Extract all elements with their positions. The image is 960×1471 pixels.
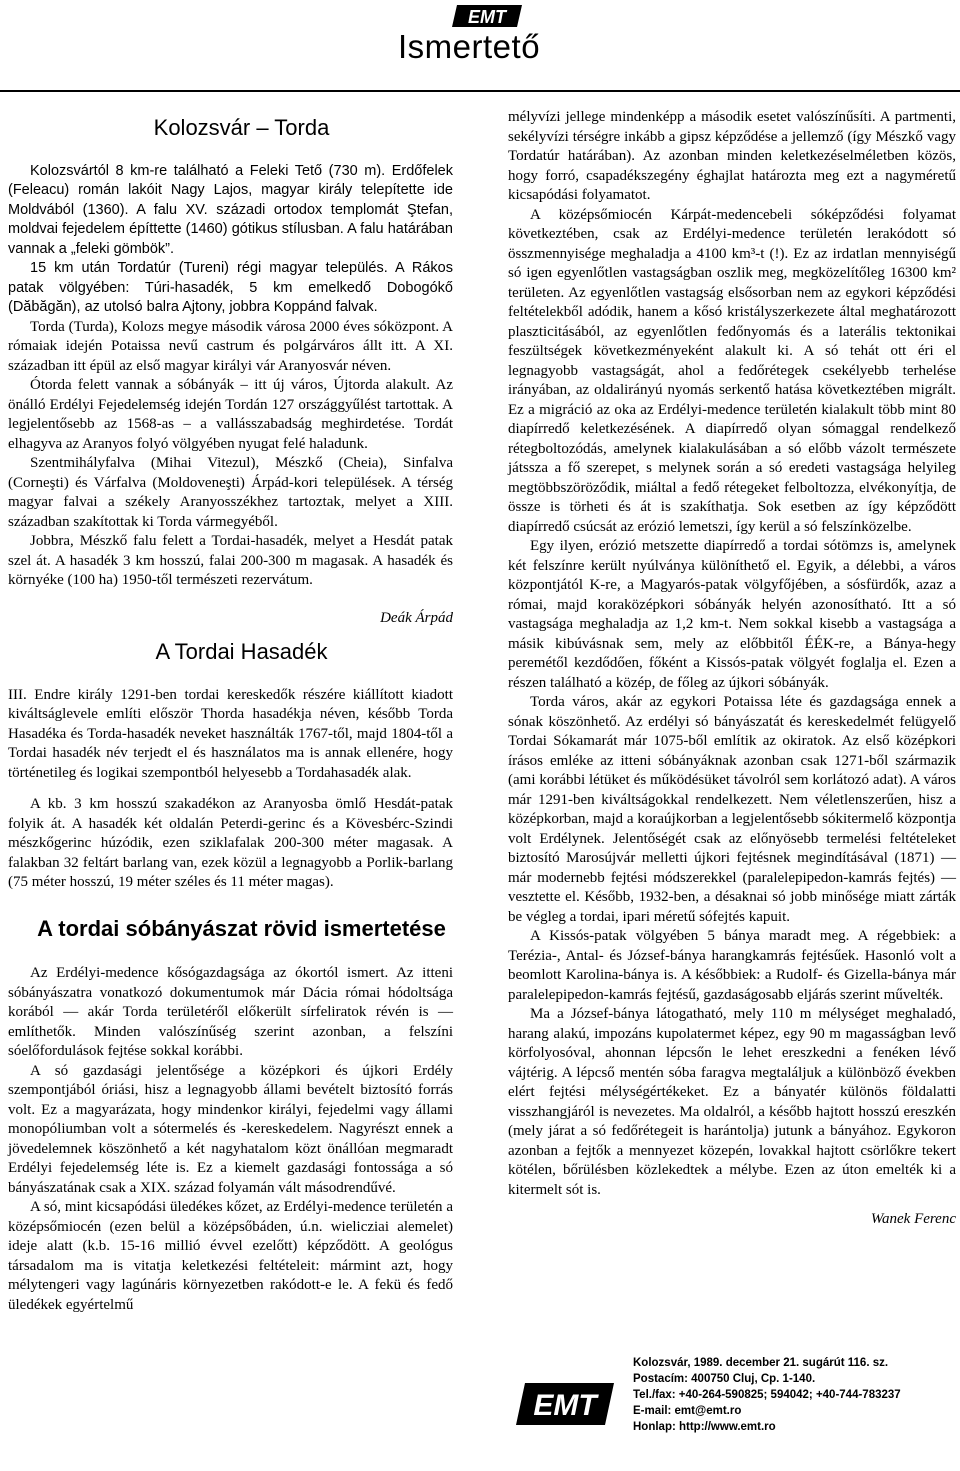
paragraph: Kolozsvártól 8 km-re található a Feleki Tető (730 m). Erdőfelek (Feleacu) román lakóit Nagy Lajos, magyar király telepítette ide Moldvából (1360). A falu XV. századi ortodox templomát Ştefan, moldvai fejedelem építtette (1460) gótikus stílusban. A falu határában vannak a „feleki gömbök”. (8, 162, 453, 257)
section-title-sobanyaszat: A tordai sóbányászat rövid ismertetése (37, 915, 446, 941)
paragraph: Szentmihályfalva (Mihai Vitezul), Mészkő (Cheia), Sinfalva (Corneşti) és Várfalva (Moldoveneşti) Árpád-kori települések. A térség magyar falvai a székely Aranyosszékhez tartoztak, melyet a XIII. században szakítottak ki Torda vármegyéből. (8, 455, 453, 530)
paragraph: Torda (Turda), Kolozs megye második városa 2000 éves sóközpont. A rómaiak idején Potaissa nevű castrum és polgárváros állt itt. A XI. században itt épül az első magyar királyi vár Aranyosvár néven. (8, 318, 453, 374)
left-column (8, 100, 453, 1315)
paragraph: A kb. 3 km hosszú szakadékon az Aranyosba ömlő Hesdát-patak folyik át. A hasadék két oldalán Peterdi-gerinc és a Kövesbérc-Szindi mészkőgerinc húzódik, ezen sziklafalak 200-300 méter magasak. A falakban 32 feltárt barlang van, ezek közül a legnagyobb a Porlik-barlang (75 méter hosszú, 19 méter széles és 11 méter magas). (8, 796, 453, 890)
paragraph: Torda város, akár az egykori Potaissa léte és gazdagsága ennek a sónak köszönhető. Az erdélyi só bányászatát és kereskedelmét felügyelő Tordai Sókamarát már 1075-ből említik az okiratok. Az első középkori írásos emléke az itteni sóbányáknak azonban csak 1271-ből származik (ami korábbi létüket és működésüket távolról sem korlátozó adat). A város már 1291-ben kiváltságokkal rendelkezett. Nem véletlenszerűen, hisz a középkorban, majd a koraújkorban a legjelentősebb sókitermelő központja volt Erdélynek. Jelentőségét csak az előnyösebb termelési feltételeket biztosító Marosújvár melletti újkori fejtésnek megindításával (1871) — már modernebb fejtési módszerekkel (paralelepipedon-kamrás fejtés) — vesztette el. Később, 1932-ben, a désaknai só jobb minősége miatt zárták be végleg a tordai, ipari méretű sófejtés kapuit. (508, 694, 956, 925)
section-title-kolozsvar-torda: Kolozsvár – Torda (153, 115, 330, 140)
paragraph: III. Endre király 1291-ben tordai kereskedők részére kiállított kiadott kiváltságlevele említi először Thorda hasadékja néven, később Torda Hasadéka és Torda-hasadék neveket használták 1767-től, majd 1804-től a Tordai hasadék név terjedt el és használatos ma is annak ellenére, hogy történetileg és logikai szempontból helyesebb a Tordahasadék alak. (8, 686, 453, 781)
paragraph: mélyvízi jellege mindenképp a második esetet valószínűsíti. A partmenti, sekélyvízi térségre inkább a gipsz képződése a jellemző (így Mészkő vagy Tordatúr határában). Az azonban minden keletkezéselméletben közös, hogy forró, csapadékszegény éghajlat határozta meg ezt a nagyméretű kicsapódási folyamatot. (508, 109, 956, 203)
page-heading: Ismertető (398, 28, 541, 65)
section1-body (8, 162, 453, 318)
paragraph: Jobbra, Mészkő falu felett a Tordai-hasadék, melyet a Hesdát patak szel át. A hasadék 3 km hosszú, falai 200-300 m magasak. A hasadék és környéke (100 ha) 1950-től természeti rezervátum. (8, 533, 453, 588)
footer-email[interactable]: E-mail: emt@emt.ro (633, 1405, 742, 1417)
emt-footer-logo-icon (515, 1381, 615, 1427)
paragraph: 15 km után Tordatúr (Tureni) régi magyar település. A Rákos patak völgyében: Túri-hasadék, 5 km emelkedő Dobogókő (Dăbăgăn), az utolsó balra Ajtony, jobbra Koppánd falvak. (8, 260, 453, 315)
emt-header-logo-icon (451, 4, 523, 28)
paragraph: Egy ilyen, erózió metszette diapírredő a tordai sótömzs is, amelynek két felszínre került nyúlványa különíthető el. Egyik, a délebbi, a város központjától K-re, a Magyarós-patak völgyfőjében, a sósfürdők, azaz a római, majd koraközépkori sóbányák helyén azonosítható. Itt a só vastagsága meghaladja az 1,2 km-t. Nem sokkal kisebb a vastagsága a másik kibúvásnak sem, mely az előbbitől ÉÉK-re, a Bánya-hegy peremétől kezdődően, főként a Kissós-patak völgyét foglalja el. Ezen a részen található a közép, de főleg az újkori sóbányák. (508, 538, 956, 691)
footer-phone: Tel./fax: +40-264-590825; 594042; +40-744-783237 (633, 1389, 901, 1401)
paragraph: A Kissós-patak völgyében 5 bánya maradt meg. A régebbiek: a Terézia-, Antal- és József-bánya harangkamrás fejtésűek. Hasonló volt a beomlott Karolina-bánya is. A későbbiek: a Rudolf- és Gizella-bánya már paralelepipedon-kamrás fejtésű, gazdaságosabb eljárás szerint művelték. (508, 928, 956, 1003)
footer (515, 1355, 955, 1465)
paragraph: A középsőmiocén Kárpát-medencebeli sóképződési folyamat következtében, csak az Erdélyi-medence területén lerakódott só összmennyisége meghaladja a 4100 km³-t (!). Ez az irdatlan mennyiségű só igen egyenlőtlen vastagságban oszlik meg, megközelítőleg 16300 km² területen. Az egyenlőtlen vastagság elsősorban nem az egykori képződési feltételekből adódik, hanem a kősó kristályszerkezete által meghatározott plaszticitásából, az egyenlőtlen fedőnyomás és a laterális tektonikai feszültségek következményeként alakult ki. A só tehát ott éri el legnagyobb vastagságát, ahol a fedőrétegek csekélyebb terhelése irányában, az oldalirányú nyomás serkentő hatása következtében migrált. Ez a migráció az oka az Erdélyi-medence területén kialakult több mint 80 diapírredő keletkezésének. A diapírredő olyan sómaggal rendelkező rétegboltozódás, amelynek kialakulásában a só előbb vázolt természete játssza a fő szerepet, s melynek során a só eredeti vastagsága helyileg megtöbbszöröződik, miáltal a fedő rétegeket felboltozza, elvékonyítja, de össze is törheti és át is szakíthatja. Sok esetben az így képződött diapírredő csúcsát az erózió lemetszi, így kerül a só felszínközelbe. (508, 206, 956, 535)
footer-address: Kolozsvár, 1989. december 21. sugárút 116. sz. (633, 1357, 889, 1369)
author-deak-arpad: Deák Árpád (380, 609, 453, 626)
header-logo-text: EMT (468, 7, 506, 27)
paragraph: Az Erdélyi-medence kősógazdagsága az ókortól ismert. Az itteni sóbányászatra vonatkozó dokumentumok már Dácia római hódoltsága korából — akár Torda területéről előkerült sírfeliratok révén is — említhetők. Minden valószínűség szerint azonban, a felszíni sóelőfordulások fejtése sokkal korábbi. (8, 965, 453, 1059)
paragraph: A só, mint kicsapódási üledékes kőzet, az Erdélyi-medence területén a középsőmiocén (ezen belül a középsőbáden, ú.n. wielicziai alemelet) ideje alatt (k.b. 15-16 millió évvel ezelőtt) képződött. A geológus társadalom ma is vitatja keletkezési feltételeit: mármint azt, hogy mélytengeri vagy lagúnáris környezetben rakódott-e le. A fekü és fedő üledékek egyértelmű (8, 1199, 453, 1313)
footer-website[interactable]: Honlap: http://www.emt.ro (633, 1421, 776, 1433)
right-column (508, 108, 956, 1230)
footer-postal: Postacím: 400750 Cluj, Cp. 1-140. (633, 1373, 816, 1385)
footer-logo-text: EMT (533, 1389, 597, 1422)
paragraph: Ma a József-bánya látogatható, mely 110 m mélységet meghaladó, harang alakú, impozáns kupolatermet képez, egy 90 m magasságban levő körfolyosóval, ahonnan lépcsőn le lehet ereszkedni a fenéken lévő vájtérig. A lépcső mentén sóba faragva megtaláljuk a különböző években elért fejtési mélységértékeket. Ez a bányatér különös földalatti visszhangjáról is nevezetes. Ma oldalról, a később hajtott hosszú ereszkén (mely járat a só fedőrétegeit is harántolja) jutunk a bányához. Egykoron azonban a fejtők a mennyezet közepén, lovakkal hajtott csörlőkre tekert kötélen, bőrülésben közlekedtek a mélybe. Ezen az úton emelték ki a kitermelt sót is. (508, 1006, 956, 1198)
section-title-tordai-hasadek: A Tordai Hasadék (155, 639, 328, 664)
paragraph: A só gazdasági jelentősége a középkori és újkori Erdély szempontjából óriási, hisz a legnagyobb állami bevételt biztosító forrás volt. Ez a magyarázata, hogy mindenkor királyi, fejedelmi vagy állami monopóliumban volt a sótermelés és -kereskedelem. Nagyrészt ennek a jövedelemnek köszönhető a két nagyhatalom közt önállóan megmaradt Erdélyi fejedelemség léte is. Ez a kiemelt gazdasági fontossága a só bányászatának csak a XIX. század folyamán vált másodrendűvé. (8, 1062, 453, 1196)
header-divider (0, 90, 960, 92)
paragraph: Ótorda felett vannak a sóbányák – itt új város, Újtorda alakult. Az önálló Erdélyi Fejedelemség idején Tordán 127 országgyűlést tartottak. A legjelentősebb az 1568-as – a vallásszabadság meghirdetése. Tordát elhagyva az Aranyos folyó völgyében nyugat felé haladunk. (8, 377, 453, 452)
footer-contact (633, 1355, 901, 1435)
author-wanek-ferenc: Wanek Ferenc (870, 1211, 956, 1227)
